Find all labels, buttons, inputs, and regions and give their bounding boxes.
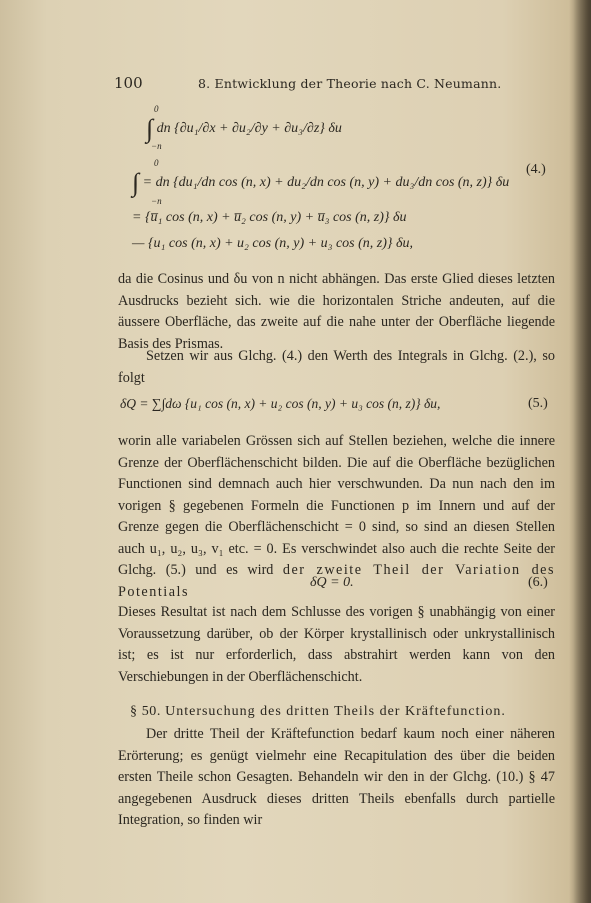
paragraph-4: Dieses Resultat ist nach dem Schlusse des vorigen § unabhängig von einer Voraussetzung darüber, ob der Körper krystallinisch oder unkrystallinisch ist; es ist nur erforderlich, dass abstrahirt werden kann von den Verschiebungen in der Oberflächenschicht. bbox=[118, 604, 555, 685]
page-number: 100 bbox=[114, 74, 143, 92]
paragraph-5: Der dritte Theil der Kräftefunction bedarf kaum noch einer näheren Erörterung; es genügt vielmehr eine Recapitulation des über die beiden ersten Theile schon Gesagten. Behandeln wir den in der Glchg. (10.) § 47 angegebenen Ausdruck dieses dritten Theils ebenfalls durch partielle Integration, so finden wir bbox=[118, 726, 555, 828]
equation-number-5: (5.) bbox=[528, 396, 548, 411]
integral-sign: ∫ bbox=[132, 168, 140, 197]
equation-line-1 bbox=[146, 114, 342, 144]
equation-5: δQ = ∑∫dω {u₁ cos (n, x) + u₂ cos (n, y) + u₃ cos (n, z)} δu, bbox=[120, 396, 441, 411]
integral-lower-limit: −n bbox=[151, 196, 162, 206]
integral-upper-limit: 0 bbox=[154, 158, 159, 168]
section-title: Untersuchung des dritten Theils der Kräftefunction. bbox=[165, 704, 506, 719]
integral-sign: ∫ bbox=[146, 114, 154, 143]
paragraph-3-main: worin alle variabelen Grössen sich auf Stellen beziehen, welche die innere Grenze der Oberflächenschicht bilden. Die auf die Oberfläche bezüglichen Functionen sind demnach auch hier verschwunden. Da nun nach den im vorigen § gegebenen Formeln die Functionen p im Innern und auf der Grenze gegen die Oberflächenschicht = 0 sind, so sind an diesen Stellen auch u₁, u₂, u₃, v₁ etc. = 0. Es verschwindet also auch die rechte Seite der Glchg. (5.) und es wird bbox=[118, 433, 555, 578]
equation-line-1-body: dn {∂u₁/∂x + ∂u₂/∂y + ∂u₃/∂z} δu bbox=[156, 121, 342, 136]
integral-lower-limit: −n bbox=[151, 141, 162, 151]
integral-upper-limit: 0 bbox=[154, 104, 159, 114]
paragraph-2: Setzen wir aus Glchg. (4.) den Werth des Integrals in Glchg. (2.), so folgt bbox=[118, 348, 555, 386]
paragraph-3-emphasis: der zweite Theil der Variation des Potentials bbox=[118, 562, 555, 600]
equation-line-2-body: = dn {du₁/dn cos (n, x) + du₂/dn cos (n, y) + du₃/dn cos (n, z)} δu bbox=[142, 175, 510, 190]
equation-6: δQ = 0. bbox=[310, 575, 354, 590]
running-title: 8. Entwicklung der Theorie nach C. Neumann. bbox=[198, 76, 502, 91]
equation-line-3: = {u̅₁ cos (n, x) + u̅₂ cos (n, y) + u̅₃ cos (n, z)} δu bbox=[132, 210, 407, 225]
equation-line-4: — {u₁ cos (n, x) + u₂ cos (n, y) + u₃ cos (n, z)} δu, bbox=[132, 236, 413, 251]
equation-number-4: (4.) bbox=[526, 162, 546, 177]
section-heading bbox=[130, 704, 506, 720]
page-header bbox=[114, 74, 551, 94]
section-number: § 50. bbox=[130, 704, 161, 719]
equation-number-6: (6.) bbox=[528, 575, 548, 590]
equation-line-2 bbox=[132, 168, 509, 198]
paragraph-1: da die Cosinus und δu von n nicht abhängen. Das erste Glied dieses letzten Ausdrucks bezieht sich. wie die horizontalen Striche andeuten, auf die äussere Oberfläche, das zweite auf die nahe unter der Oberfläche liegende Basis des Prismas. bbox=[118, 271, 555, 352]
